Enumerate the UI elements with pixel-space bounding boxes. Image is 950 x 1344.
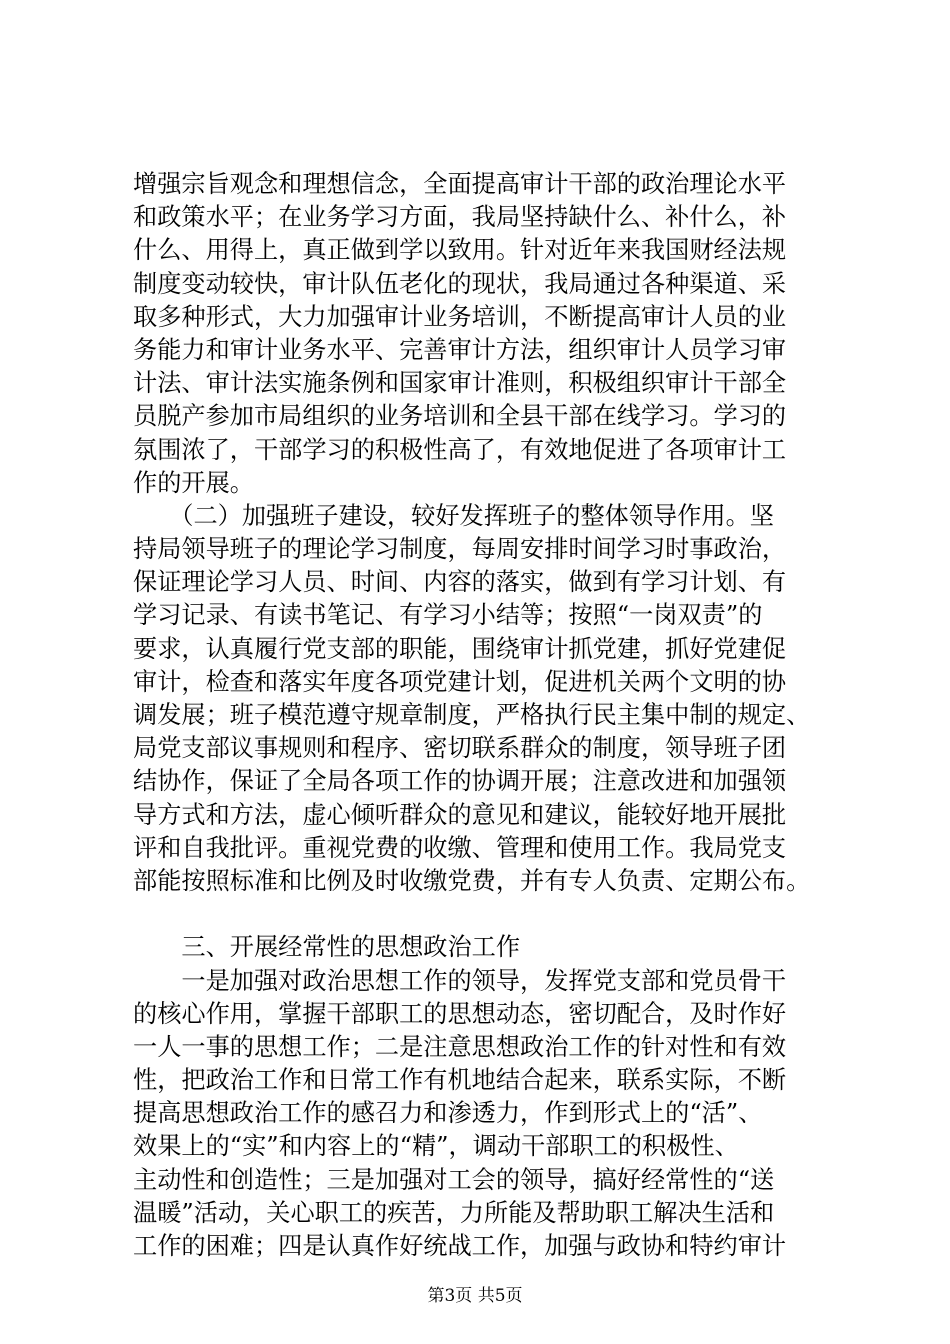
body-text (133, 168, 853, 1263)
text-line: 一人一事的思想工作；二是注意思想政治工作的针对性和有效 (133, 1032, 787, 1061)
text-line: 部能按照标准和比例及时收缴党费，并有专人负责、定期公布。 (133, 866, 811, 895)
text-line: 取多种形式，大力加强审计业务培训，不断提高审计人员的业 (133, 302, 787, 331)
blank-line (133, 898, 853, 931)
text-line: 调发展；班子模范遵守规章制度，严格执行民主集中制的规定、 (133, 701, 811, 729)
text-line: 工作的困难；四是认真作好统战工作，加强与政协和特约审计 (133, 1232, 787, 1260)
text-line: 和政策水平；在业务学习方面，我局坚持缺什么、补什么，补 (133, 203, 787, 232)
text-line: 保证理论学习人员、时间、内容的落实，做到有学习计划、有 (133, 568, 787, 597)
text-line: 提高思想政治工作的感召力和渗透力，作到形式上的“活”、 (133, 1099, 763, 1128)
text-line: 效果上的“实”和内容上的“精”，调动干部职工的积极性、 (133, 1132, 739, 1161)
text-line: 的核心作用，掌握干部职工的思想动态，密切配合，及时作好 (133, 999, 787, 1028)
section-heading: 三、开展经常性的思想政治工作 (133, 933, 521, 962)
text-line: 学习记录、有读书笔记、有学习小结等；按照“一岗双责”的 (133, 601, 763, 630)
text-line: 员脱产参加市局组织的业务培训和全县干部在线学习。学习的 (133, 402, 787, 431)
text-line: 作的开展。 (133, 468, 254, 497)
text-line: （二）加强班子建设，较好发挥班子的整体领导作用。坚 (133, 501, 774, 530)
page-footer (0, 1284, 950, 1308)
page-number: 第3页 共5页 (427, 1286, 523, 1306)
text-line: 要求，认真履行党支部的职能，围绕审计抓党建，抓好党建促 (133, 634, 787, 663)
text-line: 持局领导班子的理论学习制度，每周安排时间学习时事政治， (133, 535, 787, 564)
text-line: 评和自我批评。重视党费的收缴、管理和使用工作。我局党支 (133, 833, 787, 862)
text-line: 一是加强对政治思想工作的领导，发挥党支部和党员骨干 (133, 966, 787, 995)
text-line: 局党支部议事规则和程序、密切联系群众的制度，领导班子团 (133, 734, 787, 763)
text-line: 结协作，保证了全局各项工作的协调开展；注意改进和加强领 (133, 767, 787, 796)
text-line: 主动性和创造性；三是加强对工会的领导，搞好经常性的“送 (133, 1165, 775, 1194)
text-line: 温暖”活动，关心职工的疾苦，力所能及帮助职工解决生活和 (133, 1198, 775, 1227)
text-line: 计法、审计法实施条例和国家审计准则，积极组织审计干部全 (133, 369, 787, 398)
text-line: 制度变动较快，审计队伍老化的现状，我局通过各种渠道、采 (133, 269, 787, 298)
text-line: 性，把政治工作和日常工作有机地结合起来，联系实际，不断 (133, 1066, 787, 1095)
text-line: 什么、用得上，真正做到学以致用。针对近年来我国财经法规 (133, 236, 787, 265)
text-line: 氛围浓了，干部学习的积极性高了，有效地促进了各项审计工 (133, 435, 787, 464)
text-line: 导方式和方法，虚心倾听群众的意见和建议，能较好地开展批 (133, 800, 787, 829)
text-line: 增强宗旨观念和理想信念，全面提高审计干部的政治理论水平 (133, 170, 787, 198)
text-line: 审计，检查和落实年度各项党建计划，促进机关两个文明的协 (133, 667, 787, 696)
text-line: 务能力和审计业务水平、完善审计方法，组织审计人员学习审 (133, 335, 787, 364)
